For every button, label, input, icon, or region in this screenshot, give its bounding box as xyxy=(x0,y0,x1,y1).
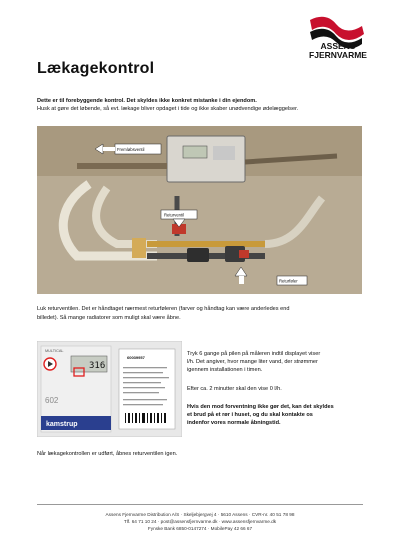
step3-text: Efter ca. 2 minutter skal den vise 0 l/h. xyxy=(187,386,282,392)
step2-line1: Tryk 6 gange på pilen på måleren indtil displayet viser xyxy=(187,351,321,357)
step1-text xyxy=(37,305,367,322)
warning-text xyxy=(187,403,365,427)
warning-line1: Hvis den mod forventning ikke gør det, kan det skyldes xyxy=(187,404,334,410)
label-return-valve: Returventil xyxy=(164,212,185,218)
footer xyxy=(37,511,363,532)
step2-line2: l/h. Det angiver, hvor mange liter vand, der strømmer xyxy=(187,359,318,365)
meter-id: 60039957 xyxy=(127,355,145,360)
footer-bank: Fynske Bank 6850-0147274 · MobilePay 42 66 67 xyxy=(147,526,253,531)
page-title: Lækagekontrol xyxy=(37,60,155,77)
footer-contact: Tlf. 64 71 10 24 · post@assensfjernvarme.dk · www.assensfjernvarme.dk xyxy=(123,519,277,524)
step1-line2: billedet). Så mange radiatorer som muligt skal være åbne. xyxy=(37,314,181,321)
step1-line1: Luk returventilen. Det er håndtaget nærmest returføleren (farver og håndtag kan være anderledes end xyxy=(37,306,290,312)
valve-installation-photo xyxy=(37,126,362,294)
logo-wordmark xyxy=(300,42,376,60)
label-return-sensor: Returføler xyxy=(279,278,298,284)
warning-line3: indenfor vores normale åbningstid. xyxy=(187,420,281,426)
logo-line1: ASSENS xyxy=(320,41,356,51)
after-check-text: Når lækagekontrollen er udført, åbnes returventilen igen. xyxy=(37,451,178,457)
meter-brand: kamstrup xyxy=(46,421,78,428)
heat-meter-photo xyxy=(37,341,182,437)
label-forward-valve: Fremløbsventil xyxy=(117,147,145,152)
step2-line3: igennem installationen i timen. xyxy=(187,367,263,373)
meter-serial: 602 xyxy=(45,396,59,405)
lcd-value: 316 xyxy=(89,361,106,371)
intro-text: Husk at gøre det løbende, så evt. lækage bliver opdaget i tide og ikke skaber unødvendige ødelæggelser. xyxy=(37,106,299,112)
intro-bold-text: Dette er til forebyggende kontrol. Det skyldes ikke konkret mistanke i din ejendom. xyxy=(37,98,257,104)
footer-divider xyxy=(37,504,363,505)
step2-text xyxy=(187,350,365,374)
logo-line2: FJERNVARME xyxy=(309,50,367,60)
warning-line2: et brud på et rør i huset, og du skal kontakte os xyxy=(187,412,313,418)
meter-header-label: MULTICAL xyxy=(45,349,64,353)
footer-address: Assens Fjernvarme Distribution A/S · Skeljebjergvej 4 · 5610 Assens · CVR-nr. 40 51 78 98 xyxy=(105,512,295,517)
